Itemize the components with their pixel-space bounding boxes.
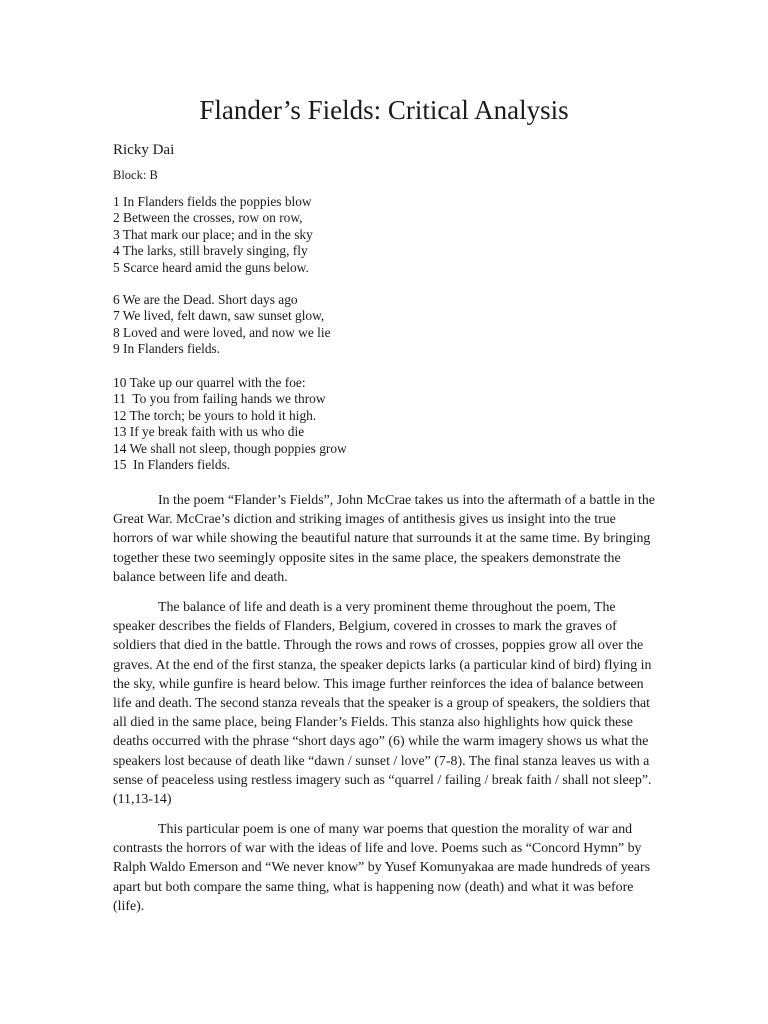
poem-line: 5 Scarce heard amid the guns below. — [113, 259, 309, 275]
body-paragraph: The balance of life and death is a very prominent theme throughout the poem, The speaker describes the fields of Flanders, Belgium, covered in crosses to mark the graves of soldiers that died in the battle. Through the rows and rows of crosses, poppies grow all over the graves. At the end of the first stanza, the speaker depicts larks (a particular kind of bird) flying in the sky, while gunfire is heard below. This image further reinforces the idea of balance between life and death. The second stanza reveals that the speaker is a group of speakers, the soldiers that all died in the same place, being Flander’s Fields. This stanza also highlights how quick these deaths occurred with the phrase “short days ago” (6) while the warm imagery shows us what the speakers lost because of death like “dawn / sunset / love” (7-8). The final stanza leaves us with a sense of peaceless using restless imagery such as “quarrel / failing / break faith / shall not sleep”. (11,13-14) — [113, 600, 652, 808]
poem-line: 3 That mark our place; and in the sky — [113, 226, 313, 242]
body-paragraph: This particular poem is one of many war poems that question the morality of war and contrasts the horrors of war with the ideas of life and love. Poems such as “Concord Hymn” by Ralph Waldo Emerson and “We never know” by Yusef Komunyakaa are made hundreds of years apart but both compare the same thing, what is happening now (death) and what it was before (life). — [113, 822, 651, 914]
poem-line: 11 To you from failing hands we throw — [113, 391, 326, 407]
poem-line: 12 The torch; be yours to hold it high. — [113, 407, 317, 423]
poem-line: 8 Loved and were loved, and now we lie — [113, 324, 331, 340]
author-name: Ricky Dai — [113, 142, 175, 158]
poem-line: 9 In Flanders fields. — [113, 341, 221, 357]
poem-line: 15 In Flanders fields. — [113, 457, 231, 473]
poem-line: 2 Between the crosses, row on row, — [113, 210, 303, 226]
poem-stanza-1 — [113, 194, 313, 276]
poem-stanza-2 — [113, 292, 331, 358]
body-paragraph: In the poem “Flander’s Fields”, John McCrae takes us into the aftermath of a battle in the Great War. McCrae’s diction and striking images of antithesis gives us insight into the true horrors of war while showing the beautiful nature that surrounds it at the same time. By bringing together these two seemingly opposite sites in the same place, the speakers demonstrate the balance between life and death. — [113, 493, 655, 585]
class-block: Block: B — [113, 168, 158, 182]
poem-line: 7 We lived, felt dawn, saw sunset glow, — [113, 308, 325, 324]
poem-line: 1 In Flanders fields the poppies blow — [113, 194, 312, 209]
document-title: Flander’s Fields: Critical Analysis — [199, 95, 569, 125]
poem-line: 13 If ye break faith with us who die — [113, 424, 305, 440]
poem-line: 14 We shall not sleep, though poppies grow — [113, 440, 347, 456]
poem-line: 4 The larks, still bravely singing, fly — [113, 243, 308, 259]
poem-stanza-3 — [113, 375, 347, 473]
poem-line: 10 Take up our quarrel with the foe: — [113, 375, 306, 390]
poem-line: 6 We are the Dead. Short days ago — [113, 292, 298, 307]
